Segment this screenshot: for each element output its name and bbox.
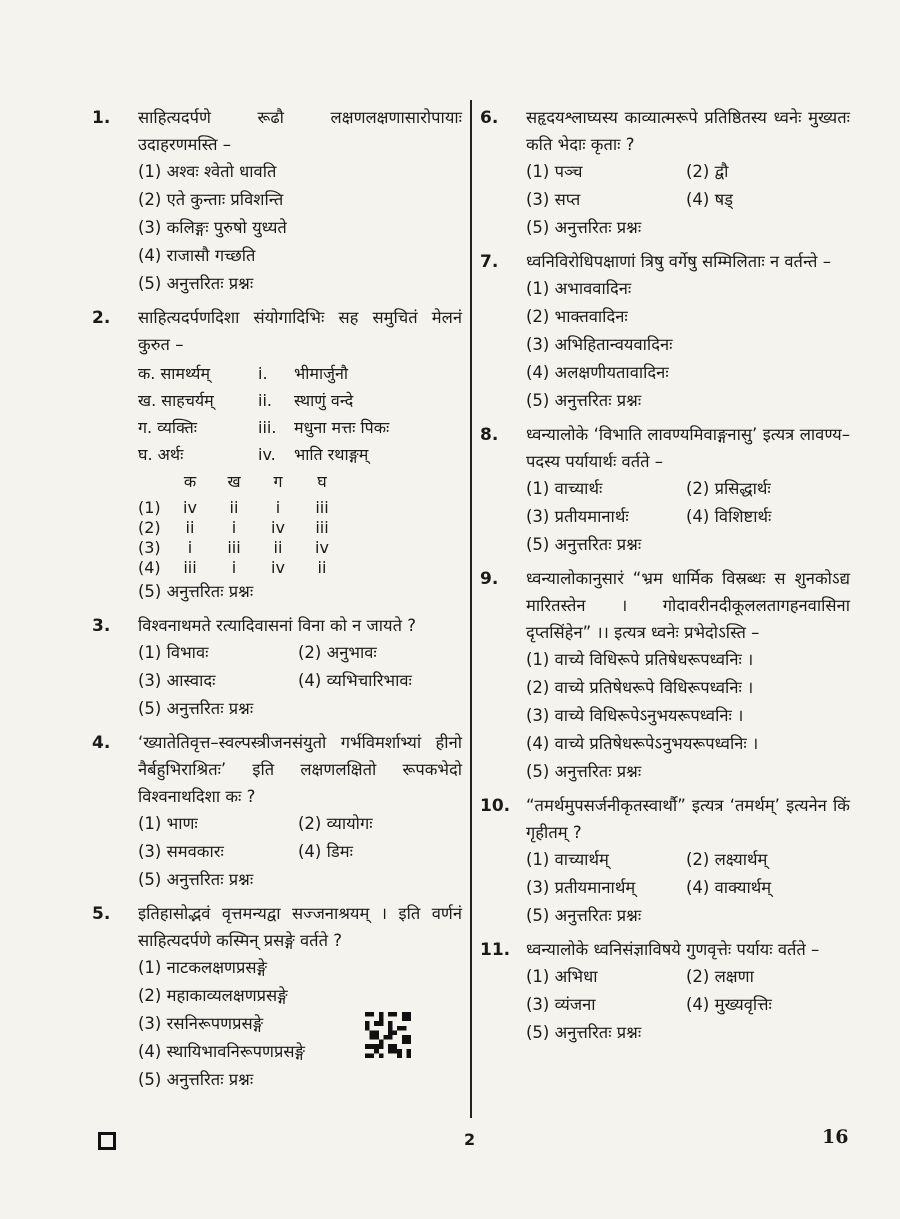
option: (4) षड्: [686, 190, 733, 209]
question-body: [138, 612, 462, 723]
match-roman: ii.: [258, 391, 272, 410]
question-text: ध्वनिविरोधिपक्षाणां त्रिषु वर्गेषु सम्मिलिताः न वर्तन्ते –: [526, 252, 831, 271]
question-number: 1.: [92, 108, 111, 128]
question-number: 3.: [92, 616, 111, 636]
grid-cell: iii: [183, 558, 197, 577]
option: (3) रसनिरूपणप्रसङ्गे: [138, 1014, 264, 1033]
match-right: भीमार्जुनौ: [294, 364, 349, 383]
grid-cell: iv: [315, 538, 329, 557]
match-left: क. सामर्थ्यम्: [138, 364, 211, 383]
option: (1) वाच्यार्थम्: [526, 850, 609, 869]
grid-cell: iii: [315, 498, 329, 517]
option: (1) नाटकलक्षणप्रसङ्गे: [138, 958, 267, 977]
match-left: घ. अर्थः: [138, 445, 184, 464]
option: (5) अनुत्तरितः प्रश्नः: [138, 699, 254, 718]
match-right: स्थाणुं वन्दे: [294, 391, 354, 410]
question-body: [526, 421, 850, 559]
match-right: मधुना मत्तः पिकः: [294, 418, 390, 437]
question-number: 8.: [480, 425, 499, 445]
option-pair: [526, 991, 850, 1019]
question-text: इतिहासोद्भवं वृत्तमन्यद्वा सज्जनाश्रयम् । इति वर्णनं साहित्यदर्पणे कस्मिन् प्रसङ्गे वर्तते ?: [138, 904, 462, 950]
grid-cell: i: [231, 518, 237, 537]
grid-cell: ii: [185, 518, 195, 537]
option: (4) स्थायिभावनिरूपणप्रसङ्गे: [138, 1042, 305, 1061]
match-roman: i.: [258, 364, 268, 383]
grid-option-label: (3): [138, 538, 161, 557]
option: (3) वाच्ये विधिरूपेऽनुभयरूपध्वनिः ।: [526, 706, 744, 725]
option: (2) द्वौ: [686, 162, 729, 181]
option: (5) अनुत्तरितः प्रश्नः: [138, 1070, 254, 1089]
option: (4) मुख्यवृत्तिः: [686, 995, 772, 1014]
question-8: [480, 421, 850, 559]
match-row: [138, 360, 462, 387]
option: (4) वाच्ये प्रतिषेधरूपेऽनुभयरूपध्वनिः ।: [526, 734, 759, 753]
option: (1) पञ्च: [526, 162, 583, 181]
question-number: 9.: [480, 569, 499, 589]
match-left: ख. साहचर्यम्: [138, 391, 214, 410]
question-body: [138, 104, 462, 298]
grid-head-cell: ग: [273, 472, 283, 491]
option-pair: [526, 186, 850, 214]
question-body: [526, 248, 850, 415]
option: (5) अनुत्तरितः प्रश्नः: [526, 535, 642, 554]
match-roman: iv.: [258, 445, 276, 464]
right-column: [480, 104, 850, 1053]
grid-cell: i: [187, 538, 193, 557]
option: (5) अनुत्तरितः प्रश्नः: [138, 870, 254, 889]
question-3: [92, 612, 462, 723]
question-text: ध्वन्यालोके ‘विभाति लावण्यमिवाङ्गनासु’ इत्यत्र लावण्य–पदस्य पर्यायार्थः वर्तते –: [526, 425, 850, 471]
match-right: भाति रथाङ्गम्: [294, 445, 369, 464]
option: (4) राजासौ गच्छति: [138, 246, 256, 265]
grid-cell: iv: [183, 498, 197, 517]
grid-cell: ii: [229, 498, 239, 517]
question-body: [138, 304, 462, 606]
question-number: 10.: [480, 796, 511, 816]
grid-cell: iii: [315, 518, 329, 537]
option: (2) वाच्ये प्रतिषेधरूपे विधिरूपध्वनिः ।: [526, 678, 754, 697]
grid-head-cell: ख: [227, 472, 241, 491]
option-pair: [526, 874, 850, 902]
page-number-center: 2: [464, 1130, 476, 1149]
option: (1) अभिधा: [526, 967, 598, 986]
option-pair: [526, 475, 850, 503]
option: (3) प्रतीयमानार्थम्: [526, 878, 636, 897]
option: (5) अनुत्तरितः प्रश्नः: [526, 218, 642, 237]
option: (4) व्यभिचारिभावः: [298, 671, 412, 690]
option-pair: [526, 963, 850, 991]
grid-spacer: [138, 472, 168, 492]
option-pair: [526, 503, 850, 531]
question-1: [92, 104, 462, 298]
question-6: [480, 104, 850, 242]
answer-grid-row: [138, 498, 462, 518]
grid-cell: iv: [271, 518, 285, 537]
option: (3) समवकारः: [138, 842, 224, 861]
option: (2) व्यायोगः: [298, 814, 373, 833]
option: (5) अनुत्तरितः प्रश्नः: [138, 582, 254, 601]
grid-cell: ii: [317, 558, 327, 577]
option: (1) विभावः: [138, 643, 209, 662]
question-body: [138, 900, 462, 1094]
answer-grid: [138, 472, 462, 578]
question-body: [138, 729, 462, 894]
option: (1) अभाववादिनः: [526, 279, 632, 298]
option-pair: [526, 158, 850, 186]
option: (5) अनुत्तरितः प्रश्नः: [526, 906, 642, 925]
option: (5) अनुत्तरितः प्रश्नः: [526, 762, 642, 781]
question-2: [92, 304, 462, 606]
match-row: [138, 387, 462, 414]
question-5: [92, 900, 462, 1094]
option-pair: [138, 838, 462, 866]
grid-cell: ii: [273, 538, 283, 557]
answer-grid-row: [138, 518, 462, 538]
grid-head-cell: घ: [317, 472, 327, 491]
question-body: [526, 792, 850, 930]
question-text: साहित्यदर्पणे रूढौ लक्षणलक्षणासारोपायाः उदाहरणमस्ति –: [138, 108, 462, 154]
option: (2) भाक्तवादिनः: [526, 307, 628, 326]
grid-cell: i: [275, 498, 281, 517]
question-text: ध्वन्यालोकानुसारं “भ्रम धार्मिक विस्रब्धः स शुनकोऽद्य मारितस्तेन । गोदावरीनदीकूललतागहनवासिना दृप्तसिंहेन” ।। इत्यत्र ध्वनेः प्रभेदोऽस्ति –: [526, 569, 850, 642]
grid-cell: i: [231, 558, 237, 577]
match-roman: iii.: [258, 418, 277, 437]
match-left: ग. व्यक्तिः: [138, 418, 198, 437]
option: (3) प्रतीयमानार्थः: [526, 507, 629, 526]
option: (5) अनुत्तरितः प्रश्नः: [526, 1023, 642, 1042]
page-number-right: 16: [822, 1126, 849, 1148]
option-pair: [138, 667, 462, 695]
match-row: [138, 441, 462, 468]
option: (3) कलिङ्गः पुरुषो युध्यते: [138, 218, 287, 237]
column-divider: [470, 100, 472, 1118]
left-column: [92, 104, 462, 1100]
option: (2) महाकाव्यलक्षणप्रसङ्गे: [138, 986, 288, 1005]
question-body: [526, 104, 850, 242]
question-number: 7.: [480, 252, 499, 272]
question-text: ध्वन्यालोके ध्वनिसंज्ञाविषये गुणवृत्तेः पर्यायः वर्तते –: [526, 940, 820, 959]
option: (2) एते कुन्ताः प्रविशन्ति: [138, 190, 284, 209]
question-4: [92, 729, 462, 894]
grid-cell: iii: [227, 538, 241, 557]
option-pair: [138, 639, 462, 667]
option: (5) अनुत्तरितः प्रश्नः: [138, 274, 254, 293]
option: (1) भाणः: [138, 814, 198, 833]
grid-cell: iv: [271, 558, 285, 577]
option: (1) वाच्ये विधिरूपे प्रतिषेधरूपध्वनिः ।: [526, 650, 754, 669]
question-number: 11.: [480, 940, 511, 960]
answer-grid-header: [138, 472, 462, 492]
match-row: [138, 414, 462, 441]
option: (4) अलक्षणीयतावादिनः: [526, 363, 669, 382]
question-text: साहित्यदर्पणदिशा संयोगादिभिः सह समुचितं मेलनं कुरुत –: [138, 308, 462, 354]
option: (3) व्यंजना: [526, 995, 596, 1014]
option-pair: [526, 846, 850, 874]
question-7: [480, 248, 850, 415]
question-body: [526, 565, 850, 786]
question-text: विश्वनाथमते रत्यादिवासनां विना को न जायते ?: [138, 616, 417, 635]
footer-square-icon: [98, 1132, 116, 1150]
grid-head-cell: क: [183, 472, 197, 491]
option: (3) सप्त: [526, 190, 581, 209]
question-9: [480, 565, 850, 786]
option-pair: [138, 810, 462, 838]
match-table: [138, 360, 462, 468]
grid-option-label: (4): [138, 558, 161, 577]
option: (2) लक्ष्यार्थम्: [686, 850, 768, 869]
question-number: 6.: [480, 108, 499, 128]
question-text: ‘ख्यातेतिवृत्त–स्वल्पस्त्रीजनसंयुतो गर्भविमर्शाभ्यां हीनो नैर्बहुभिराश्रितः’ इति लक्षणलक्षितो रूपकभेदो विश्वनाथदिशा कः ?: [138, 733, 462, 806]
option: (1) अश्वः श्वेतो धावति: [138, 162, 277, 181]
option: (2) अनुभावः: [298, 643, 377, 662]
option: (3) आस्वादः: [138, 671, 216, 690]
option: (4) विशिष्टार्थः: [686, 507, 772, 526]
question-body: [526, 936, 850, 1047]
grid-option-label: (1): [138, 498, 161, 517]
option: (4) डिमः: [298, 842, 353, 861]
question-text: सहृदयश्लाघ्यस्य काव्यात्मरूपे प्रतिष्ठितस्य ध्वनेः मुख्यतः कति भेदाः कृताः ?: [526, 108, 850, 154]
grid-option-label: (2): [138, 518, 161, 537]
option: (4) वाक्यार्थम्: [686, 878, 772, 897]
answer-grid-row: [138, 558, 462, 578]
option: (1) वाच्यार्थः: [526, 479, 603, 498]
answer-grid-row: [138, 538, 462, 558]
question-number: 5.: [92, 904, 111, 924]
option: (5) अनुत्तरितः प्रश्नः: [526, 391, 642, 410]
qr-code-icon: [365, 1012, 411, 1058]
option: (3) अभिहितान्वयवादिनः: [526, 335, 673, 354]
question-11: [480, 936, 850, 1047]
option: (2) प्रसिद्धार्थः: [686, 479, 771, 498]
question-number: 4.: [92, 733, 111, 753]
question-10: [480, 792, 850, 930]
question-text: “तमर्थमुपसर्जनीकृतस्वार्थौ” इत्यत्र ‘तमर्थम्’ इत्यनेन किं गृहीतम् ?: [526, 796, 850, 842]
option: (2) लक्षणा: [686, 967, 754, 986]
question-number: 2.: [92, 308, 111, 328]
